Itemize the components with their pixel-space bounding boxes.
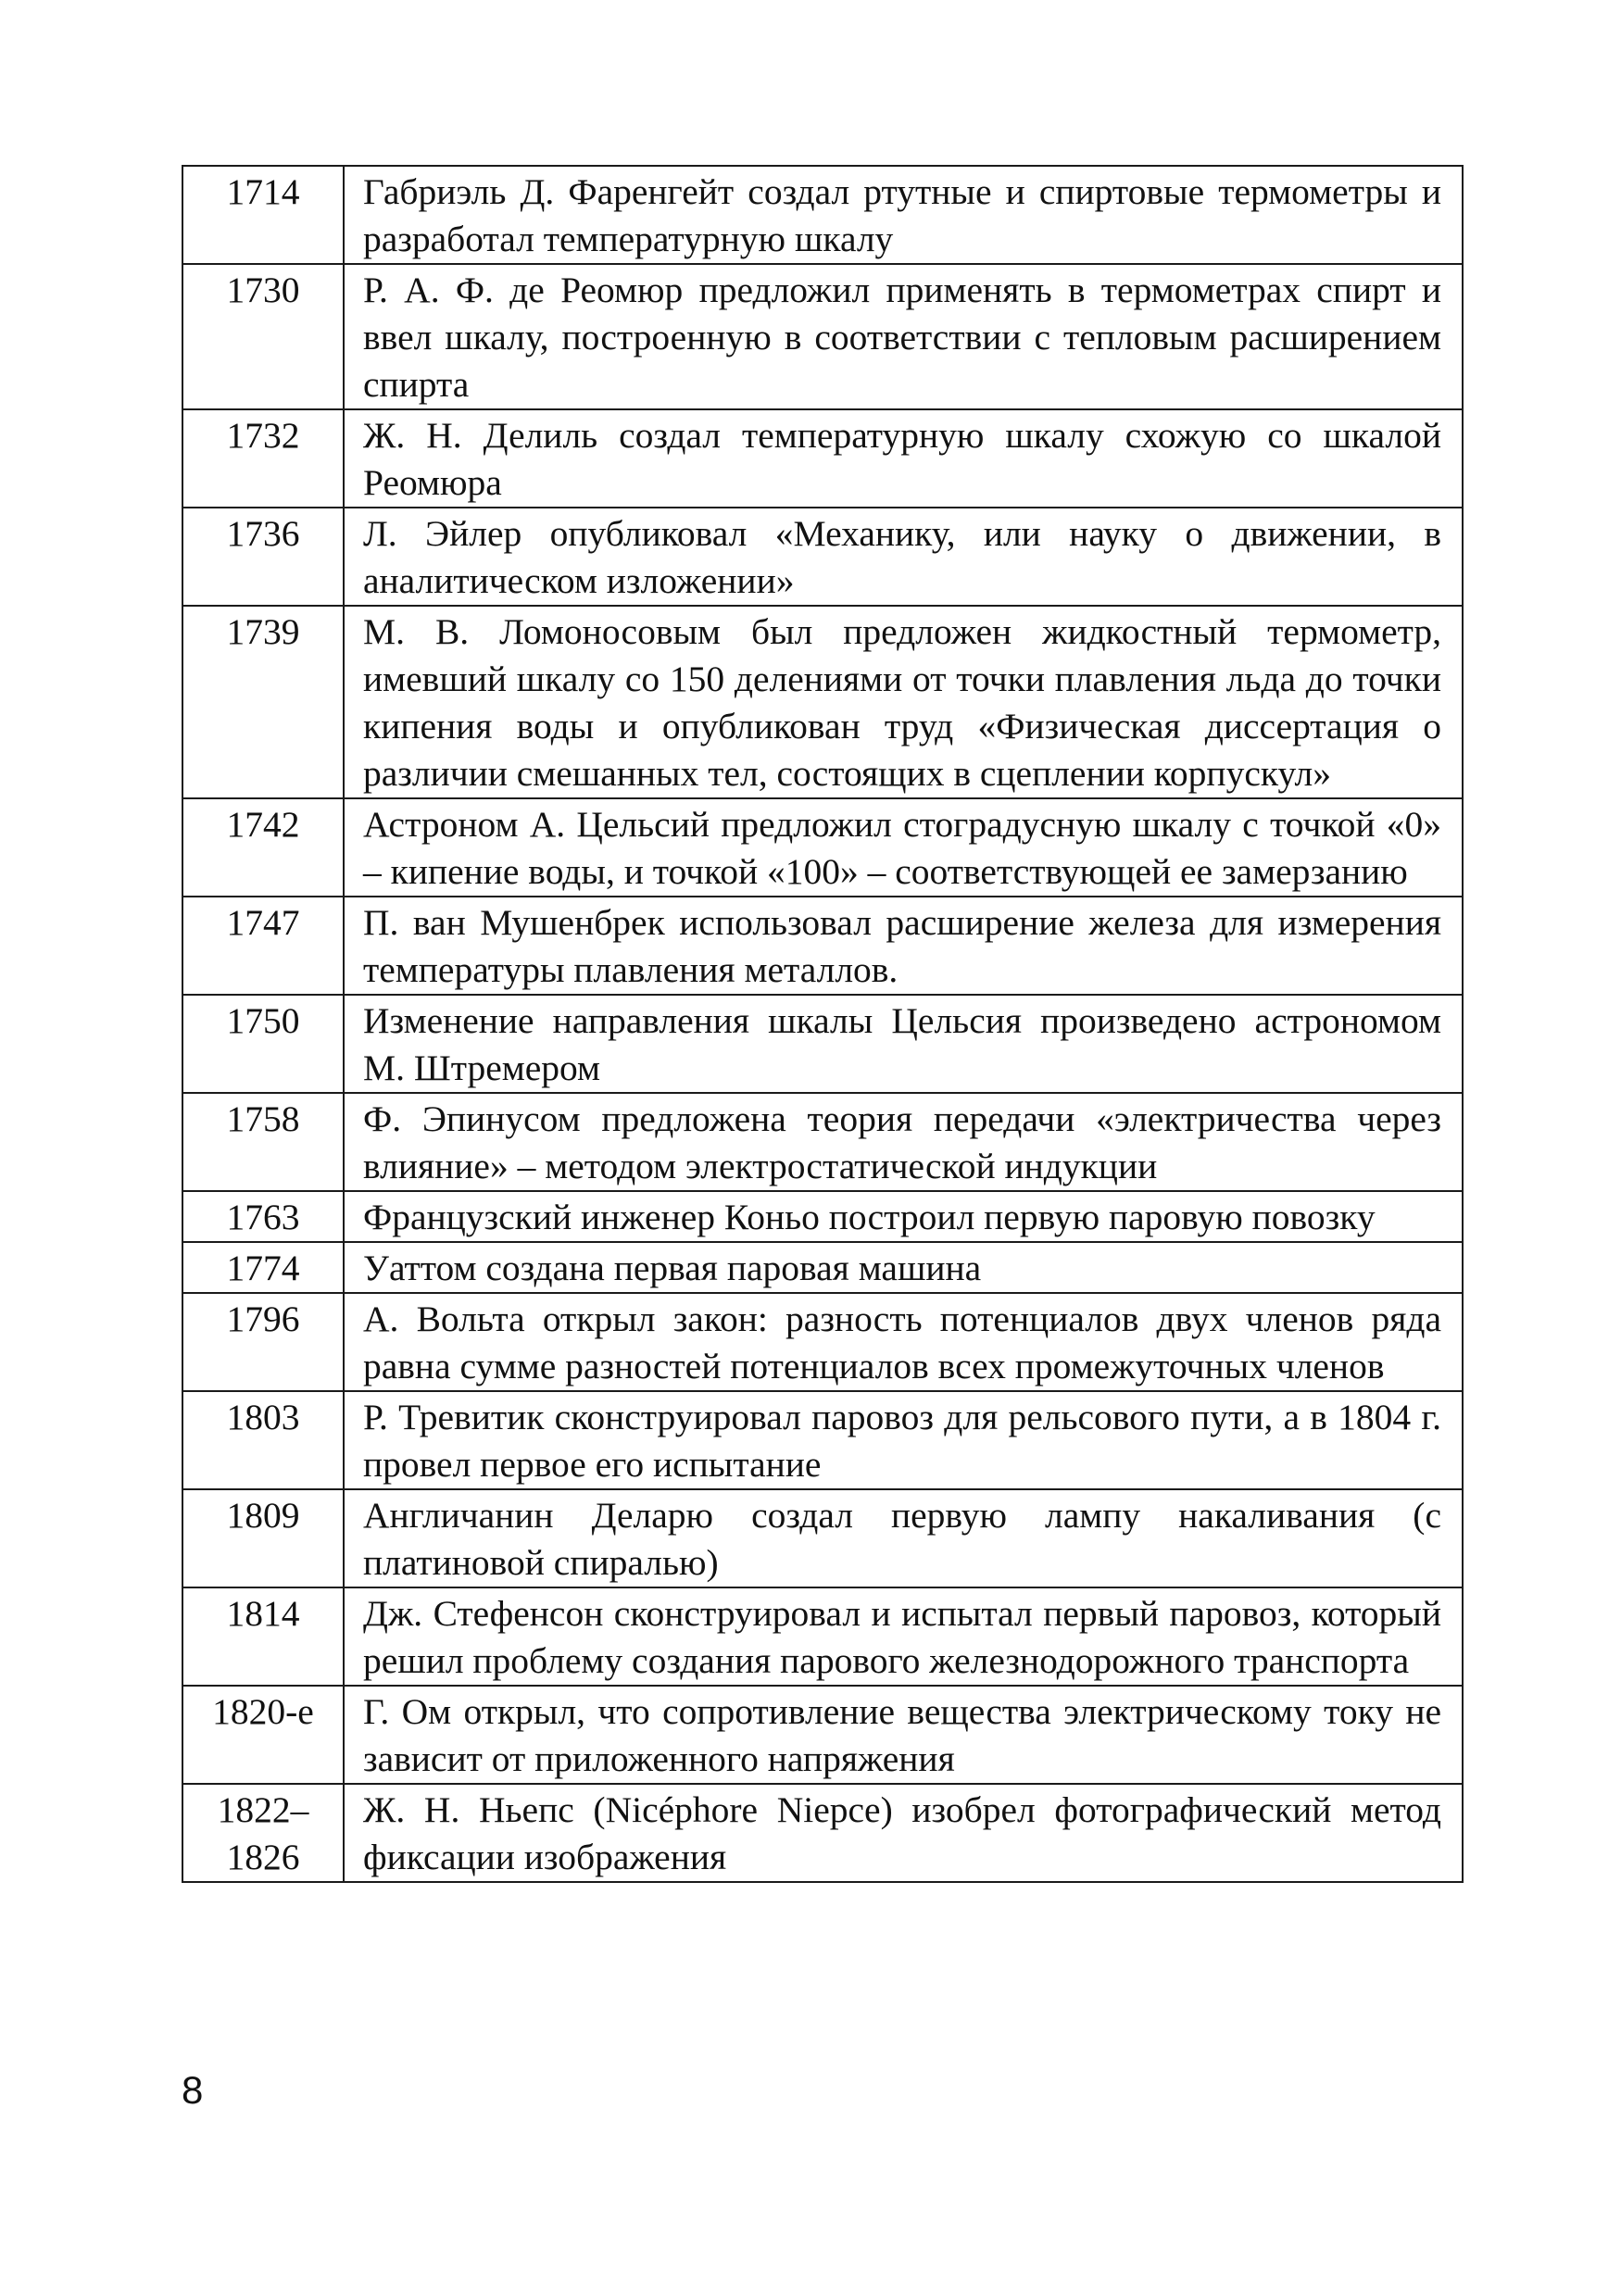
table-row — [182, 798, 1463, 897]
year-cell: 1730 — [182, 264, 344, 409]
event-cell: Габриэль Д. Фаренгейт создал ртутные и спиртовые термометры и разработал температурную шкалу — [344, 166, 1463, 264]
event-cell: Изменение направления шкалы Цельсия произведено астрономом М. Штремером — [344, 995, 1463, 1093]
year-cell: 1742 — [182, 798, 344, 897]
year-cell: 1809 — [182, 1489, 344, 1587]
table-row — [182, 409, 1463, 508]
event-cell: М. В. Ломоносовым был предложен жидкостный термометр, имевший шкалу со 150 делениями от точки плавления льда до точки кипения воды и опубликован труд «Физическая диссертация о различии смешанных тел, состоящих в сцеплении корпускул» — [344, 606, 1463, 798]
event-cell: Французский инженер Коньо построил первую паровую повозку — [344, 1191, 1463, 1242]
page-number: 8 — [182, 2068, 204, 2112]
year-cell: 1822– 1826 — [182, 1784, 344, 1882]
year-cell: 1774 — [182, 1242, 344, 1293]
table-row — [182, 606, 1463, 798]
year-cell: 1796 — [182, 1293, 344, 1391]
table-row — [182, 508, 1463, 606]
event-cell: Дж. Стефенсон сконструировал и испытал первый паровоз, который решил проблему создания парового железнодорожного транспорта — [344, 1587, 1463, 1686]
event-cell: Англичанин Деларю создал первую лампу накаливания (с платиновой спиралью) — [344, 1489, 1463, 1587]
event-cell: Р. А. Ф. де Реомюр предложил применять в термометрах спирт и ввел шкалу, построенную в соответствии с тепловым расширением спирта — [344, 264, 1463, 409]
table-row — [182, 166, 1463, 264]
timeline-table — [182, 165, 1464, 1883]
event-cell: Астроном А. Цельсий предложил стоградусную шкалу с точкой «0» – кипение воды, и точкой «100» – соответствующей ее замерзанию — [344, 798, 1463, 897]
year-cell: 1758 — [182, 1093, 344, 1191]
event-cell: А. Вольта открыл закон: разность потенциалов двух членов ряда равна сумме разностей потенциалов всех промежуточных членов — [344, 1293, 1463, 1391]
year-cell: 1732 — [182, 409, 344, 508]
table-row — [182, 1784, 1463, 1882]
table-row — [182, 1587, 1463, 1686]
table-row — [182, 995, 1463, 1093]
event-cell: Г. Ом открыл, что сопротивление вещества электрическому току не зависит от приложенного напряжения — [344, 1686, 1463, 1784]
event-cell: Р. Тревитик сконструировал паровоз для рельсового пути, а в 1804 г. провел первое его испытание — [344, 1391, 1463, 1489]
table-row — [182, 264, 1463, 409]
event-cell: Ф. Эпинусом предложена теория передачи «электричества через влияние» – методом электростатической индукции — [344, 1093, 1463, 1191]
year-cell: 1820-е — [182, 1686, 344, 1784]
year-cell: 1750 — [182, 995, 344, 1093]
table-row — [182, 1191, 1463, 1242]
year-cell: 1747 — [182, 897, 344, 995]
table-row — [182, 1293, 1463, 1391]
event-cell: Уаттом создана первая паровая машина — [344, 1242, 1463, 1293]
year-cell: 1739 — [182, 606, 344, 798]
year-cell: 1763 — [182, 1191, 344, 1242]
year-cell: 1803 — [182, 1391, 344, 1489]
year-cell: 1714 — [182, 166, 344, 264]
event-cell: П. ван Мушенбрек использовал расширение железа для измерения температуры плавления металлов. — [344, 897, 1463, 995]
table-row — [182, 1391, 1463, 1489]
event-cell: Ж. Н. Ньепс (Nicéphore Niepce) изобрел фотографический метод фиксации изображения — [344, 1784, 1463, 1882]
event-cell: Л. Эйлер опубликовал «Механику, или науку о движении, в аналитическом изложении» — [344, 508, 1463, 606]
year-cell: 1814 — [182, 1587, 344, 1686]
event-cell: Ж. Н. Делиль создал температурную шкалу схожую со шкалой Реомюра — [344, 409, 1463, 508]
table-row — [182, 1489, 1463, 1587]
timeline-body — [182, 166, 1463, 1882]
table-row — [182, 1242, 1463, 1293]
table-row — [182, 897, 1463, 995]
table-row — [182, 1686, 1463, 1784]
table-row — [182, 1093, 1463, 1191]
year-cell: 1736 — [182, 508, 344, 606]
